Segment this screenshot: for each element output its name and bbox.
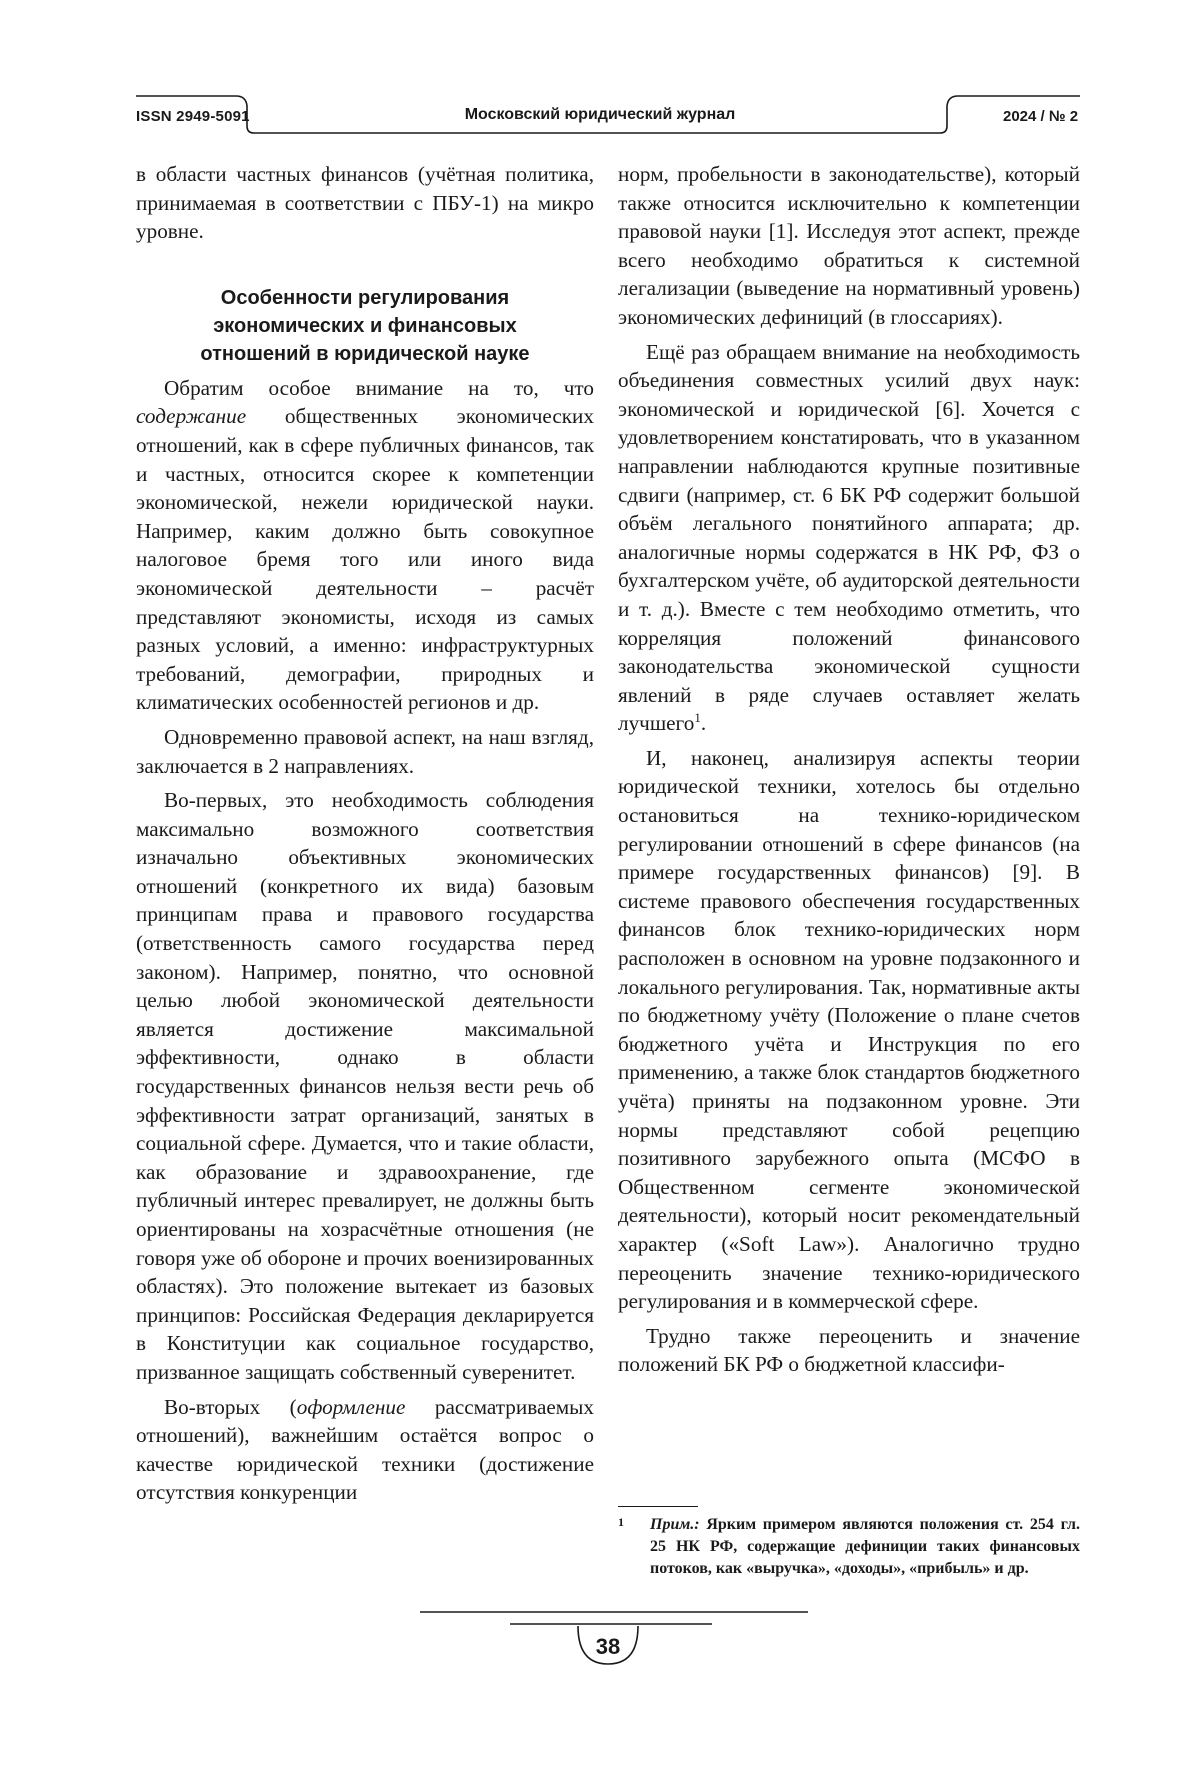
paragraph: Трудно также переоценить и значение положений БК РФ о бюджетной классифи- [618, 1323, 1080, 1377]
footnote-divider [618, 1506, 698, 1507]
heading-line: Особенности регулирования [220, 286, 510, 309]
header-frame-line [0, 0, 1200, 160]
issn-label: ISSN 2949-5091 [136, 108, 250, 125]
section-heading [136, 284, 594, 368]
paragraph: Обратим особое внимание на то, что содержание общественных экономических отношений, как в сфере публичных финансов, так и частных, относится скорее к компетенции экономической, нежели юридической науки. Например, каким должно быть совокупное налоговое бремя того или иного вида экономической деятельности – расчёт представляют экономисты, исходя из самых разных условий, а именно: инфраструктурных требований, демографии, природных и климатических особенностей регионов и др. [136, 375, 594, 715]
paragraph: И, наконец, анализируя аспекты теории юридической техники, хотелось бы отдельно остановиться на технико-юридическом регулировании отношений в сфере финансов (на примере государственных финансов) [9]. В системе правового обеспечения государственных финансов блок технико-юридических норм расположен в основном на уровне подзаконного и локального регулирования. Так, нормативные акты по бюджетному учёту (Положение о плане счетов бюджетного учёта и Инструкция по его применению, а также блок стандартов бюджетного учёта) приняты на подзаконном уровне. Эти нормы представляют собой рецепцию позитивного зарубежного опыта (МСФО в Общественном сегменте экономической деятельности), который носит рекомендательный характер («Soft Law»). Аналогично трудно переоценить значение технико-юридического регулирования и в коммерческой сфере. [618, 745, 1080, 1314]
paragraph: Одновременно правовой аспект, на наш взгляд, заключается в 2 направлениях. [136, 724, 594, 778]
emphasis: оформление [296, 1394, 406, 1419]
heading-line: экономических и финансовых [213, 314, 517, 337]
page-number: 38 [595, 1634, 621, 1659]
footnote-reference[interactable]: 1 [694, 710, 701, 726]
journal-title: Московский юридический журнал [464, 106, 736, 123]
page-header [0, 0, 1200, 160]
emphasis: содержание [136, 404, 247, 429]
paragraph: Ещё раз обращаем внимание на необходимость объединения совместных усилий двух наук: экономической и юридической [6]. Хочется с удовлетворением констатировать, что в указанном направлении наблюдаются крупные позитивные сдвиги (например, ст. 6 БК РФ содержит большой объём легального понятийного аппарата; др. аналогичные нормы содержатся в НК РФ, ФЗ о бухгалтерском учёте, об аудиторской деятельности и т. д.). Вместе с тем необходимо отметить, что корреляция положений финансового законодательства экономической сущности явлений в ряде случаев оставляет желать лучшего$^1$. [618, 339, 1080, 736]
paragraph: Во-вторых (оформление рассматриваемых отношений), важнейшим остаётся вопрос о качестве юридической техники (достижение отсутствия конкуренции [136, 1394, 594, 1505]
left-column [136, 160, 594, 1507]
right-column [618, 160, 1080, 1379]
paragraph: в области частных финансов (учётная политика, принимаемая в соответствии с ПБУ-1) на микро уровне. [136, 162, 594, 244]
heading-line: отношений в юридической науке [200, 342, 530, 365]
page-number-ornament [0, 1610, 1200, 1730]
paragraph: Во-первых, это необходимость соблюдения максимально возможного соответствия изначально объективных экономических отношений (конкретного их вида) базовым принципам права и правового государства (ответственность самого государства перед законом). Например, понятно, что основной целью любой экономической деятельности является достижение максимальной эффективности, однако в области государственных финансов нельзя вести речь об эффективности затрат организаций, занятых в социальной сфере. Думается, что и такие области, как образование и здравоохранение, где публичный интерес превалирует, не должны быть ориентированы на хозрасчётные отношения (не говоря уже об обороне и прочих военизированных областях). Это положение вытекает из базовых принципов: Российская Федерация декларируется в Конституции как социальное государство, призванное защищать собственный суверенитет. [136, 788, 594, 1384]
footnote-number: 1 [618, 1515, 624, 1529]
footnote-text: Прим.: Ярким примером являются положения ст. 254 гл. 25 НК РФ, содержащие дефиниции таких финансовых потоков, как «выручка», «доходы», «прибыль» и др. [650, 1516, 1080, 1577]
issue-label: 2024 / № 2 [1003, 108, 1079, 125]
paragraph: норм, пробельности в законодательстве), который также относится исключительно к компетенции правовой науки [1]. Исследуя этот аспект, прежде всего необходимо обратиться к системной легализации (выведение на нормативный уровень) экономических дефиниций (в глоссариях). [618, 162, 1080, 329]
footnote [618, 1514, 1080, 1580]
footnote-label: Прим.: [650, 1516, 700, 1533]
